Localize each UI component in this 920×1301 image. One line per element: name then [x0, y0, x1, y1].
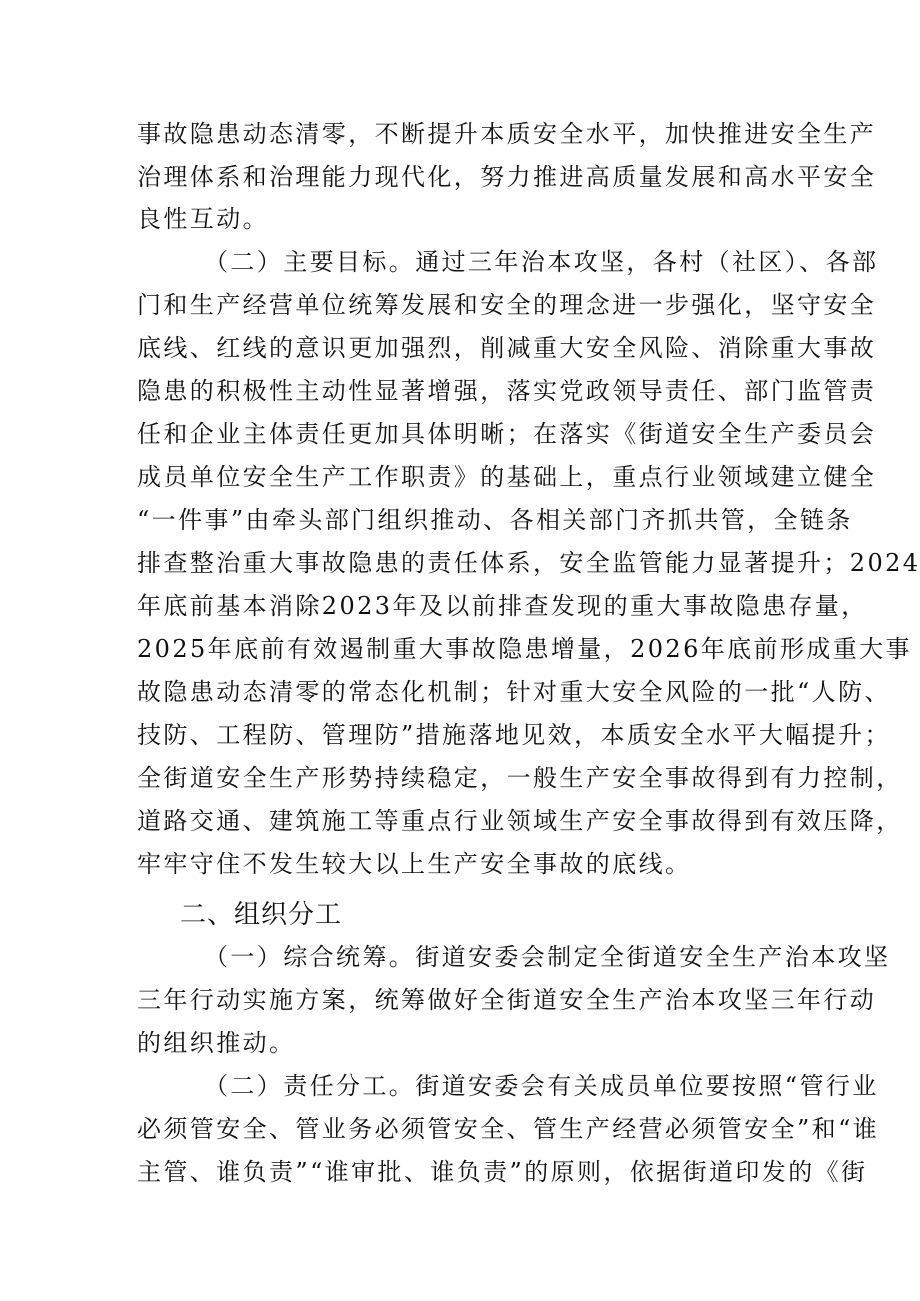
- text-line: 门和生产经营单位统筹发展和安全的理念进一步强化，坚守安全: [137, 291, 877, 319]
- text-line: 年底前基本消除2023年及以前排查发现的重大事故隐患存量，: [137, 592, 868, 620]
- text-line: 牢牢守住不发生较大以上生产安全事故的底线。: [137, 850, 692, 878]
- text-line: 成员单位安全生产工作职责》的基础上，重点行业领域建立健全: [137, 463, 877, 491]
- paragraph-start-line: （二）责任分工。街道安委会有关成员单位要按照“管行业: [204, 1072, 879, 1100]
- text-line: 故隐患动态清零的常态化机制；针对重大安全风险的一批“人防、: [137, 678, 891, 706]
- paragraph-start-line: （二）主要目标。通过三年治本攻坚，各村（社区）、各部: [204, 248, 879, 276]
- text-line: 道路交通、建筑施工等重点行业领域生产安全事故得到有效压降，: [137, 807, 903, 835]
- paragraph-start-line: （一）综合统筹。街道安委会制定全街道安全生产治本攻坚: [204, 943, 891, 971]
- text-line: 三年行动实施方案，统筹做好全街道安全生产治本攻坚三年行动: [137, 986, 877, 1014]
- section-heading: 二、组织分工: [180, 900, 343, 930]
- text-line: 全街道安全生产形势持续稳定，一般生产安全事故得到有力控制，: [137, 764, 903, 792]
- text-line: 主管、谁负责”“谁审批、谁负责”的原则，依据街道印发的《街: [137, 1158, 868, 1186]
- text-line: 治理体系和治理能力现代化，努力推进高质量发展和高水平安全: [137, 163, 877, 191]
- text-line: 技防、工程防、管理防”措施落地见效，本质安全水平大幅提升；: [137, 721, 891, 749]
- text-line: 良性互动。: [137, 205, 269, 233]
- text-line: 隐患的积极性主动性显著增强，落实党政领导责任、部门监管责: [137, 377, 877, 405]
- text-line: 底线、红线的意识更加强烈，削减重大安全风险、消除重大事故: [137, 334, 877, 362]
- text-line: 的组织推动。: [137, 1029, 296, 1057]
- text-line: 排查整治重大事故隐患的责任体系，安全监管能力显著提升；2024: [137, 549, 920, 577]
- text-line: 任和企业主体责任更加具体明晰；在落实《街道安全生产委员会: [137, 420, 877, 448]
- text-line: “一件事”由牵头部门组织推动、各相关部门齐抓共管，全链条: [137, 506, 853, 534]
- text-line: 事故隐患动态清零，不断提升本质安全水平，加快推进安全生产: [137, 120, 877, 148]
- text-line: 2025年底前有效遏制重大事故隐患增量，2026年底前形成重大事: [137, 635, 912, 663]
- text-line: 必须管安全、管业务必须管安全、管生产经营必须管安全”和“谁: [137, 1115, 880, 1143]
